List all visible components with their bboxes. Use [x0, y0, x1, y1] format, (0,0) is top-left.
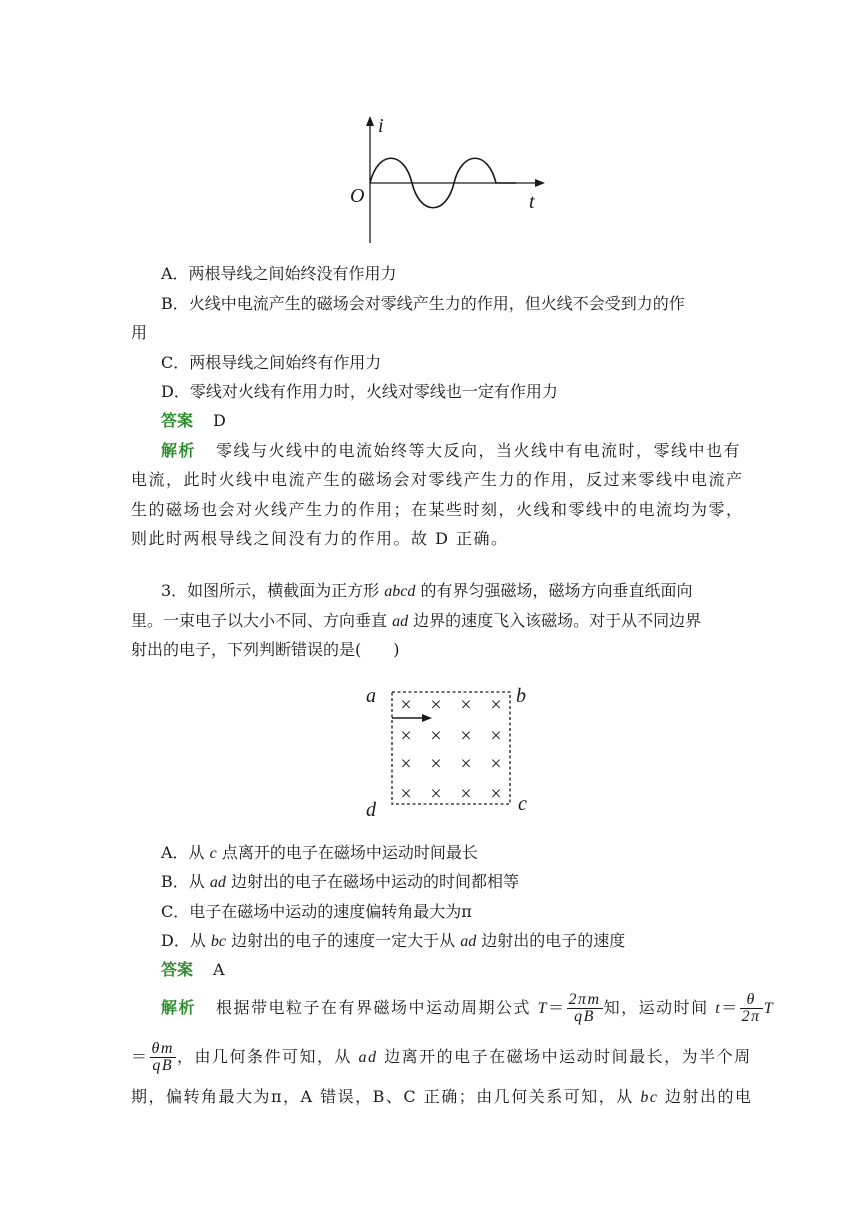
cross: ×: [400, 725, 412, 747]
q2-analysis-line-3: 生的磁场也会对火线产生力的作用；在某些时刻，火线和零线中的电流均为零，: [131, 500, 744, 519]
corner-c-label: c: [518, 793, 527, 815]
cross: ×: [430, 783, 442, 805]
field-crosses: [400, 694, 501, 805]
q3-analysis-line-3: 期，偏转角最大为π，A 错误，B、C 正确；由几何关系可知，从 bc 边射出的电: [131, 1087, 753, 1106]
cross: ×: [490, 725, 502, 747]
answer-value: D: [213, 411, 226, 430]
cross: ×: [400, 694, 412, 716]
q2-analysis-line-4: 则此时两根导线之间没有力的作用。故 D 正确。: [131, 529, 509, 548]
answer-label: 答案: [161, 411, 194, 430]
cross: ×: [460, 725, 472, 747]
q2-analysis-line-1: [161, 441, 741, 461]
q2-option-d: D．零线对火线有作用力时，火线对零线也一定有作用力: [161, 382, 558, 401]
cross: ×: [430, 725, 442, 747]
q3-option-a: A．从 c 点离开的电子在磁场中运动时间最长: [161, 843, 478, 862]
corner-d-label: d: [366, 799, 376, 818]
x-axis-arrow: [535, 179, 545, 187]
cross: ×: [430, 753, 442, 775]
q3-option-b: B．从 ad 边射出的电子在磁场中运动的时间都相等: [161, 872, 519, 891]
q2-option-a: A．两根导线之间始终没有作用力: [161, 264, 397, 283]
cross: ×: [400, 783, 412, 805]
magnetic-field-figure: [360, 682, 540, 818]
analysis-label: 解析: [161, 441, 197, 460]
time-fraction: $\frac{\theta}{2\pi}$: [741, 991, 761, 1025]
time-result-fraction: $\frac{\theta m}{qB}$: [151, 1040, 174, 1074]
q3-analysis-line-2: ＝ $\frac{\theta m}{qB}$ ，由几何条件可知，从 ad 边离开的电子在磁场中运动时间最长，为半个周: [131, 1040, 752, 1074]
q3-stem-line-1: 3．如图所示，横截面为正方形 abcd 的有界匀强磁场，磁场方向垂直纸面向: [161, 581, 693, 600]
cross: ×: [460, 694, 472, 716]
analysis-label: 解析: [161, 998, 197, 1017]
period-fraction: $\frac{2\pi m}{qB}$: [568, 991, 601, 1025]
q3-option-d: D．从 bc 边射出的电子的速度一定大于从 ad 边射出的电子的速度: [161, 931, 626, 950]
corner-b-label: b: [516, 685, 526, 707]
x-axis-label: t: [529, 191, 535, 213]
cross: ×: [490, 783, 502, 805]
q2-option-b-cont: 用: [131, 323, 148, 342]
cross: ×: [460, 783, 472, 805]
analysis-text: 零线与火线中的电流始终等大反向，当火线中有电流时，零线中也有: [216, 441, 742, 460]
q2-option-b: B．火线中电流产生的磁场会对零线产生力的作用，但火线不会受到力的作: [161, 294, 685, 313]
answer-label: 答案: [161, 960, 194, 979]
q2-answer: [161, 411, 226, 431]
cross: ×: [490, 753, 502, 775]
q3-option-c: C．电子在磁场中运动的速度偏转角最大为π: [161, 902, 472, 921]
q3-stem-line-2: 里。一束电子以大小不同、方向垂直 ad 边界的速度飞入该磁场。对于从不同边界: [131, 611, 702, 630]
corner-a-label: a: [366, 685, 376, 707]
answer-value: A: [213, 960, 225, 979]
cross: ×: [430, 694, 442, 716]
q3-analysis-line-1: 解析 根据带电粒子在有界磁场中运动周期公式 T＝ $\frac{2\pi m}{qB}$ 知，运动时间 t＝ $\frac{\theta}{2\pi}$ T: [161, 991, 775, 1025]
q3-answer: [161, 960, 225, 980]
y-axis-label: i: [378, 115, 384, 137]
origin-label: O: [350, 185, 365, 207]
q2-option-c: C．两根导线之间始终有作用力: [161, 353, 382, 372]
q3-stem-line-3: 射出的电子，下列判断错误的是( ): [131, 640, 400, 659]
cross: ×: [460, 753, 472, 775]
q2-analysis-line-2: 电流，此时火线中电流产生的磁场会对零线产生力的作用，反过来零线中电流产: [131, 470, 744, 489]
cross: ×: [490, 694, 502, 716]
cross: ×: [400, 753, 412, 775]
current-time-graph: [340, 112, 550, 248]
y-axis-arrow: [366, 116, 374, 126]
